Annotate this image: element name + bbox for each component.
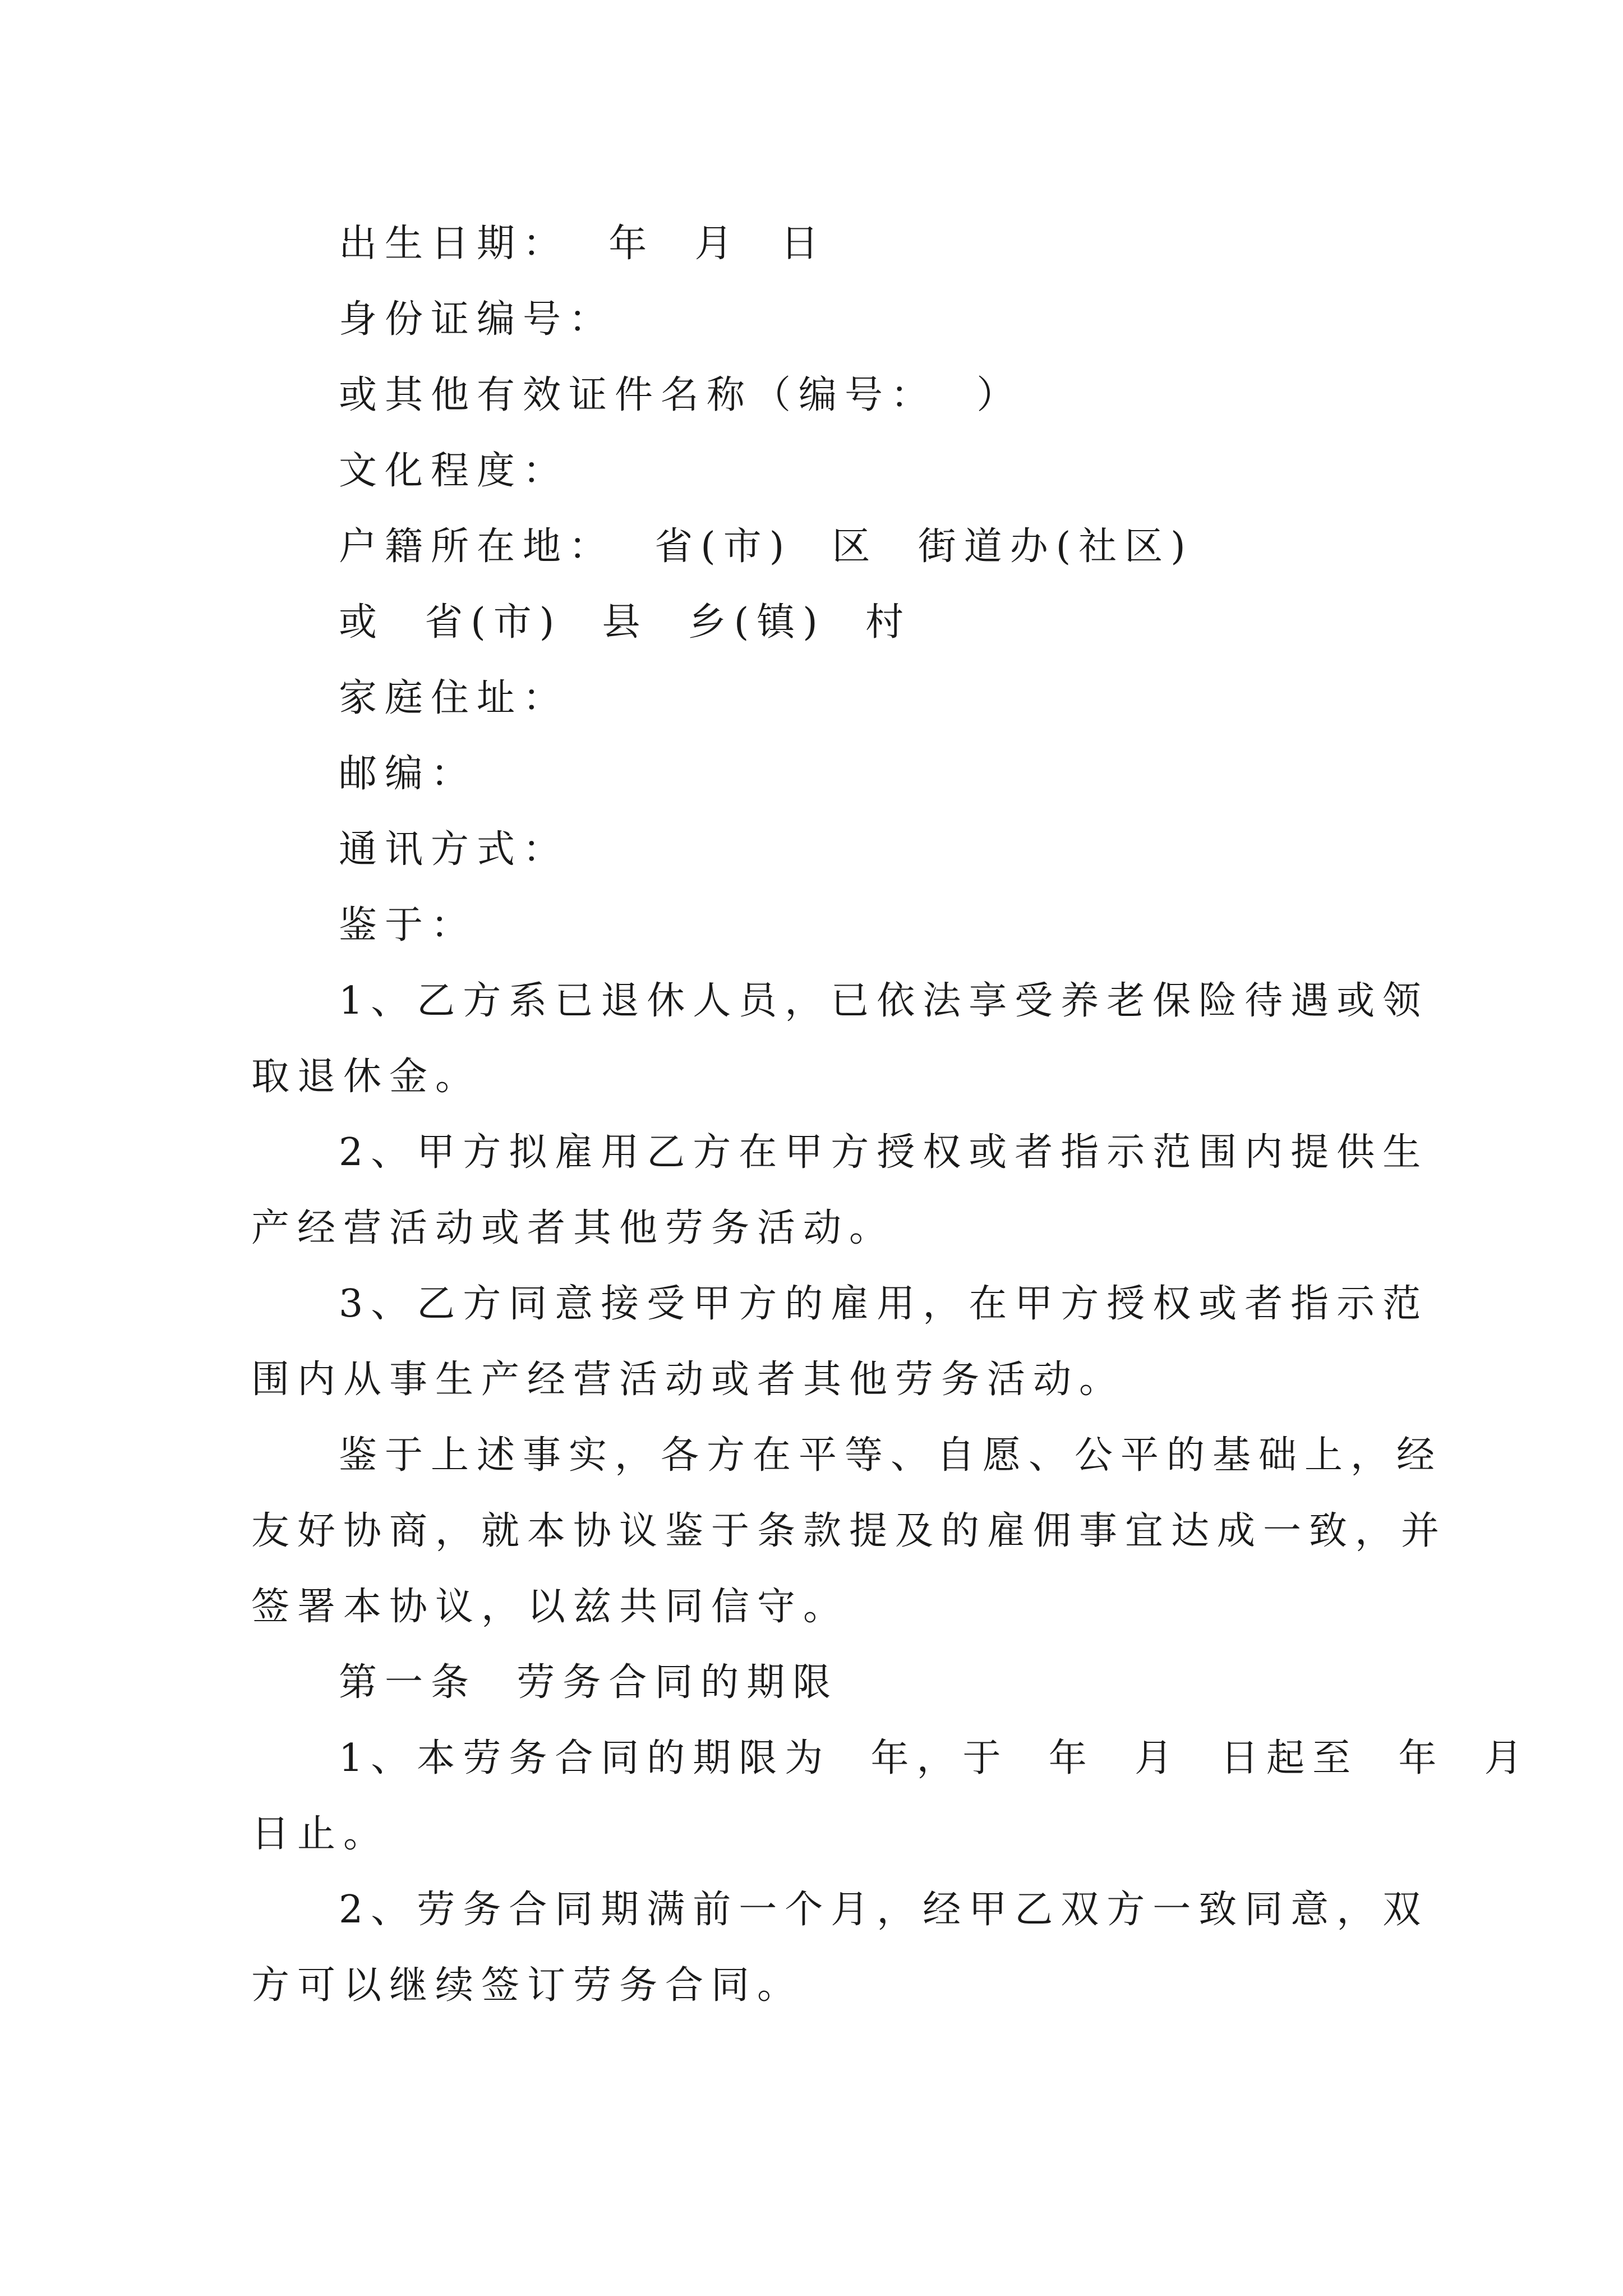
paragraph-line: 3、乙方同意接受甲方的雇用，在甲方授权或者指示范 <box>339 1282 1429 1326</box>
household-registration-alt-line: 或 省(市) 县 乡(镇) 村 <box>339 600 912 645</box>
home-address-line: 家庭住址： <box>339 676 569 720</box>
contact-line: 通讯方式： <box>339 827 569 872</box>
paragraph-line: 方可以继续签订劳务合同。 <box>251 1963 804 2008</box>
paragraph-line: 签署本协议，以兹共同信守。 <box>251 1585 850 1629</box>
whereas-heading: 鉴于： <box>339 903 477 947</box>
paragraph-line: 2、甲方拟雇用乙方在甲方授权或者指示范围内提供生 <box>339 1130 1429 1175</box>
paragraph-line: 围内从事生产经营活动或者其他劳务活动。 <box>251 1358 1126 1402</box>
paragraph-line: 1、乙方系已退休人员，已依法享受养老保险待遇或领 <box>339 979 1429 1023</box>
birth-date-line: 出生日期： 年 月 日 <box>339 222 827 266</box>
article-one-heading: 第一条 劳务合同的期限 <box>339 1660 839 1705</box>
household-registration-line: 户籍所在地： 省(市) 区 街道办(社区) <box>339 524 1193 569</box>
education-line: 文化程度： <box>339 449 569 493</box>
paragraph-line: 日止。 <box>251 1812 390 1856</box>
paragraph-line: 鉴于上述事实，各方在平等、自愿、公平的基础上，经 <box>339 1433 1443 1478</box>
paragraph-line: 1、本劳务合同的期限为 年，于 年 月 日起至 年 月 <box>339 1736 1530 1780</box>
paragraph-line: 友好协商，就本协议鉴于条款提及的雇佣事宜达成一致，并 <box>251 1509 1447 1553</box>
id-number-line: 身份证编号： <box>339 297 615 342</box>
paragraph-line: 2、劳务合同期满前一个月，经甲乙双方一致同意，双 <box>339 1888 1429 1932</box>
postcode-line: 邮编： <box>339 752 477 796</box>
paragraph-line: 产经营活动或者其他劳务活动。 <box>251 1206 896 1250</box>
other-id-line: 或其他有效证件名称（编号： ） <box>339 373 1023 417</box>
paragraph-line: 取退休金。 <box>251 1055 482 1099</box>
